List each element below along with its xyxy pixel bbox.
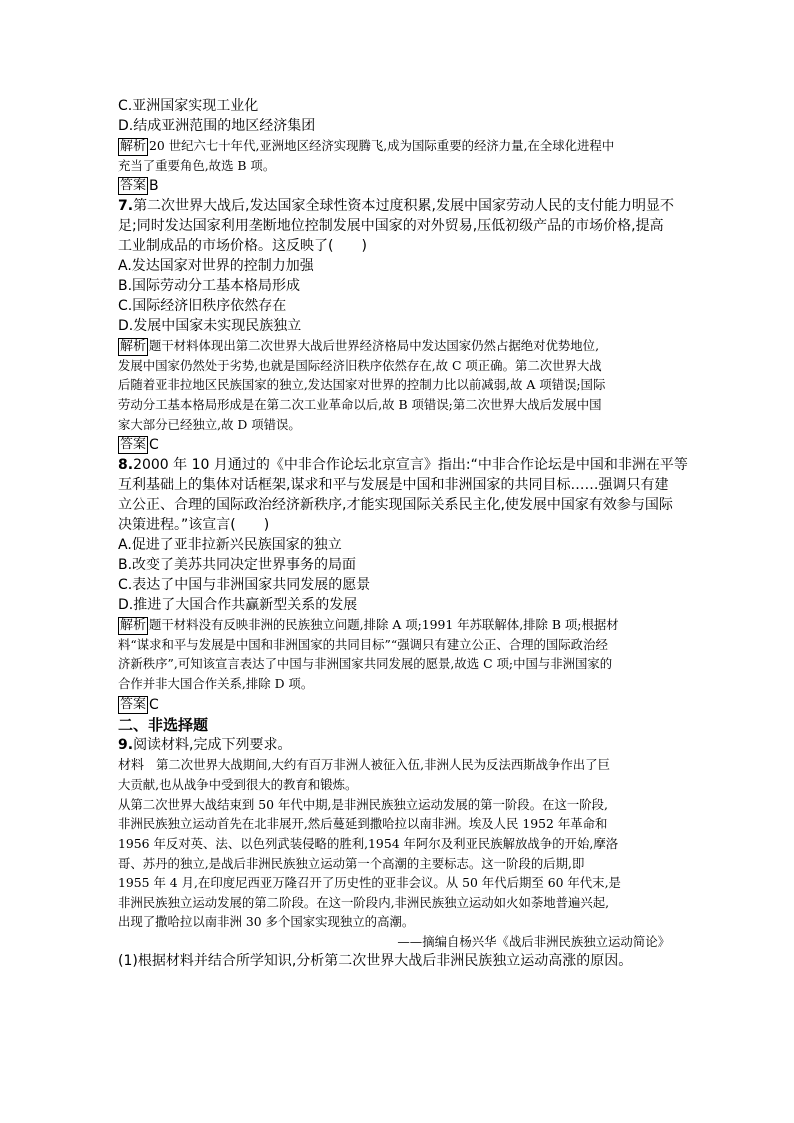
- q6-analysis-line-1: 解析 20 世纪六七十年代,亚洲地区经济实现腾飞,成为国际重要的经济力量,在全球化进程中: [120, 138, 615, 154]
- q8-analysis-line-1: 解析 题干材料没有反映非洲的民族独立问题,排除 A 项;1991 年苏联解体,排除 B 项;根据材: [120, 617, 619, 633]
- q9-stem: 9.阅读材料,完成下列要求。: [118, 736, 292, 753]
- answer-label: 答案: [120, 437, 147, 453]
- q8-option-a: A.促进了亚非拉新兴民族国家的独立: [118, 537, 342, 554]
- q8-stem-line-4: 决策进程。”该宣言( ): [118, 517, 270, 534]
- answer-label: 答案: [120, 696, 147, 712]
- q6-analysis-line-2: 充当了重要角色,故选 B 项。: [118, 157, 276, 173]
- q7-number: 7.: [118, 198, 134, 215]
- q9-number: 9.: [118, 736, 134, 753]
- q7-stem-line-2: 足;同时发达国家利用垄断地位控制发展中国家的对外贸易,压低初级产品的市场价格,提高: [118, 218, 664, 235]
- q9-material-source: ——摘编自杨兴华《战后非洲民族独立运动简论》: [397, 933, 670, 949]
- q7-option-a: A.发达国家对世界的控制力加强: [118, 258, 314, 275]
- q7-analysis-line-5: 家大部分已经独立,故 D 项错误。: [118, 416, 301, 432]
- q7-stem-line-3: 工业制成品的市场价格。这反映了( ): [118, 238, 367, 255]
- section-heading: 二、非选择题: [118, 715, 209, 734]
- q9-material-line-8: 非洲民族独立运动发展的第二阶段。在这一阶段内,非洲民族独立运动如火如荼地普遍兴起,: [118, 894, 610, 910]
- q8-option-c: C.表达了中国与非洲国家共同发展的愿景: [118, 577, 371, 594]
- q8-stem-line-1: 8.2000 年 10 月通过的《中非合作论坛北京宣言》指出:“中非合作论坛是中国和非洲在平等: [118, 457, 688, 474]
- q7-analysis-line-4: 劳动分工基本格局形成是在第二次工业革命以后,故 B 项错误;第二次世界大战后发展中国: [118, 396, 602, 412]
- q8-analysis-line-3: 济新秩序”,可知该宣言表达了中国与非洲国家共同发展的愿景,故选 C 项;中国与非洲国家的: [118, 656, 613, 672]
- q7-analysis-line-2: 发展中国家仍然处于劣势,也就是国际经济旧秩序依然存在,故 C 项正确。第二次世界大战: [118, 357, 602, 373]
- q9-material-line-1: 材料 第二次世界大战期间,大约有百万非洲人被征入伍,非洲人民为反法西斯战争作出了巨: [118, 756, 610, 773]
- q8-stem-line-2: 互利基础上的集体对话框架,谋求和平与发展是中国和非洲国家的共同目标……强调只有建: [118, 477, 669, 494]
- q9-material-line-2: 大贡献,也从战争中受到很大的教育和锻炼。: [118, 777, 358, 793]
- q7-option-c: C.国际经济旧秩序依然存在: [118, 298, 287, 315]
- q9-material-line-6: 哥、苏丹的独立,是战后非洲民族独立运动第一个高潮的主要标志。这一阶段的后期,即: [118, 855, 585, 871]
- q8-number: 8.: [118, 457, 134, 474]
- q8-analysis-line-2: 料“谋求和平与发展是中国和非洲国家的共同目标”“强调只有建立公正、合理的国际政治经: [118, 636, 608, 652]
- q7-analysis-line-1: 解析 题干材料体现出第二次世界大战后世界经济格局中发达国家仍然占据绝对优势地位,: [120, 338, 600, 354]
- analysis-label: 解析: [120, 617, 147, 633]
- q7-stem-line-1: 7.第二次世界大战后,发达国家全球性资本过度积累,发展中国家劳动人民的支付能力明显不: [118, 198, 674, 215]
- q8-option-b: B.改变了美苏共同决定世界事务的局面: [118, 557, 357, 574]
- q6-option-d: D.结成亚洲范围的地区经济集团: [118, 118, 316, 134]
- q7-analysis-line-3: 后随着亚非拉地区民族国家的独立,发达国家对世界的控制力比以前减弱,故 A 项错误;国际: [118, 377, 606, 393]
- analysis-label: 解析: [120, 138, 147, 154]
- material-label: 材料: [118, 757, 145, 773]
- q7-answer: 答案 C: [120, 437, 159, 454]
- q9-sub-question-1: (1)根据材料并结合所学知识,分析第二次世界大战后非洲民族独立运动高涨的原因。: [118, 953, 633, 970]
- q7-option-d: D.发展中国家未实现民族独立: [118, 318, 302, 335]
- q9-material-line-7: 1955 年 4 月,在印度尼西亚万隆召开了历史性的亚非会议。从 50 年代后期至 60 年代末,是: [118, 875, 621, 891]
- q8-answer: 答案 C: [120, 696, 159, 713]
- q8-stem-line-3: 立公正、合理的国际政治经济新秩序,才能实现国际关系民主化,使发展中国家有效参与国际: [118, 497, 673, 514]
- q9-material-line-4: 非洲民族独立运动首先在北非展开,然后蔓延到撒哈拉以南非洲。埃及人民 1952 年革命和: [118, 816, 608, 832]
- q6-answer: 答案 B: [120, 178, 159, 195]
- answer-label: 答案: [120, 178, 147, 194]
- q9-material-line-5: 1956 年反对英、法、以色列武装侵略的胜利,1954 年阿尔及利亚民族解放战争的开始,摩洛: [118, 835, 619, 851]
- q7-option-b: B.国际劳动分工基本格局形成: [118, 278, 301, 295]
- q6-option-c: C.亚洲国家实现工业化: [118, 98, 259, 114]
- document-page: [118, 96, 688, 971]
- q9-material-line-3: 从第二次世界大战结束到 50 年代中期,是非洲民族独立运动发展的第一阶段。在这一阶段,: [118, 796, 608, 812]
- q8-option-d: D.推进了大国合作共赢新型关系的发展: [118, 597, 358, 614]
- analysis-label: 解析: [120, 338, 147, 354]
- q8-analysis-line-4: 合作并非大国合作关系,排除 D 项。: [118, 675, 314, 691]
- q9-material-line-9: 出现了撒哈拉以南非洲 30 多个国家实现独立的高潮。: [118, 914, 415, 930]
